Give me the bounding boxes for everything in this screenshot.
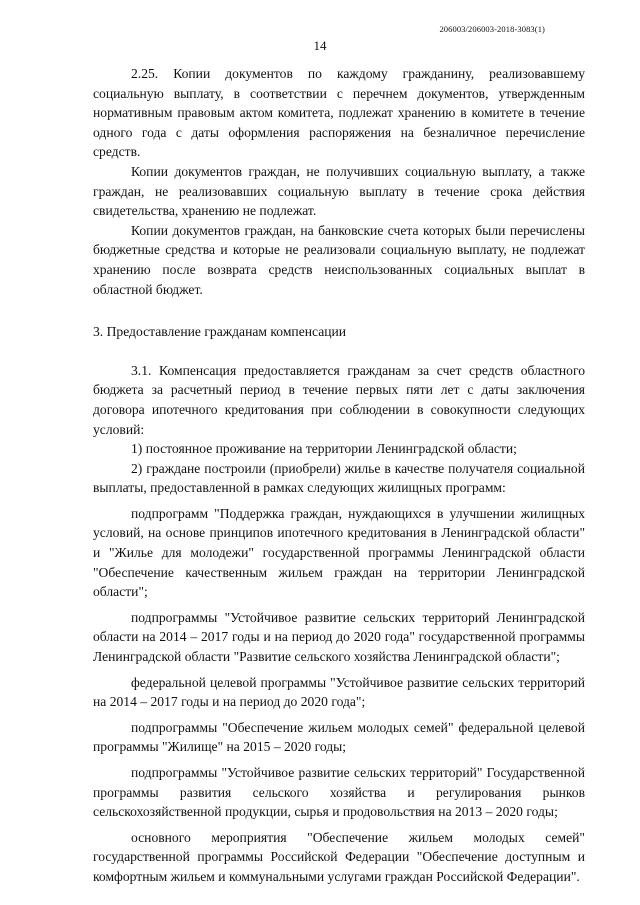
- condition-2: 2) граждане построили (приобрели) жилье в качестве получателя социальной выплаты, предоставленной в рамках следующих жилищных программ:: [93, 460, 585, 496]
- document-body: [93, 64, 585, 887]
- program-item-4: подпрограммы "Обеспечение жильем молодых семей" федеральной целевой программы "Жилище" на 2015 – 2020 годы;: [93, 719, 585, 755]
- paragraph-3-1: 3.1. Компенсация предоставляется гражданам за счет средств областного бюджета за расчетный период в течение первых пяти лет с даты заключения договора ипотечного кредитования при соблюдении в совокупности следующих условий:: [93, 362, 585, 437]
- program-item-6: основного мероприятия "Обеспечение жильем молодых семей" государственной программы Российской Федерации "Обеспечение доступным и комфортным жильем и коммунальными услугами граждан Российской Федерации".: [93, 829, 585, 884]
- paragraph-2-25: 2.25. Копии документов по каждому гражданину, реализовавшему социальную выплату, в соответствии с перечнем документов, утвержденным нормативным правовым актом комитета, подлежат хранению в комитете в течение одного года с даты оформления распоряжения на безналичное перечисление средств.: [93, 66, 585, 160]
- document-id: 206003/206003-2018-3083(1): [439, 24, 545, 34]
- page-number: 14: [313, 38, 327, 53]
- program-item-1: подпрограмм "Поддержка граждан, нуждающихся в улучшении жилищных условий, на основе принципов ипотечного кредитования в Ленинградской области" и "Жилье для молодежи" государственной программы Ленинградской области "Обеспечение качественным жильем граждан на территории Ленинградской области";: [93, 505, 585, 600]
- program-item-2: подпрограммы "Устойчивое развитие сельских территорий Ленинградской области на 2014 – 2017 годы и на период до 2020 года" государственной программы Ленинградской области "Развитие сельского хозяйства Ленинградской области";: [93, 609, 585, 665]
- program-item-5: подпрограммы "Устойчивое развитие сельских территорий" Государственной программы развития сельского хозяйства и регулирования рынков сельскохозяйственной продукции, сырья и продовольствия на 2013 – 2020 годы;: [93, 765, 585, 820]
- paragraph-copies-not-received: Копии документов граждан, не получивших социальную выплату, а также граждан, не реализовавших социальную выплату в течение срока действия свидетельства, хранению не подлежат.: [93, 163, 585, 219]
- section-title: 3. Предоставление гражданам компенсации: [93, 324, 347, 340]
- paragraph-copies-bank-accounts: Копии документов граждан, на банковские счета которых были перечислены бюджетные средства и которые не реализовали социальную выплату, не подлежат хранению после возврата средств неиспользованных социальных выплат в областной бюджет.: [93, 222, 585, 297]
- program-item-3: федеральной целевой программы "Устойчивое развитие сельских территорий на 2014 – 2017 годы и на период до 2020 года";: [93, 674, 585, 710]
- condition-1: 1) постоянное проживание на территории Ленинградской области;: [131, 441, 517, 457]
